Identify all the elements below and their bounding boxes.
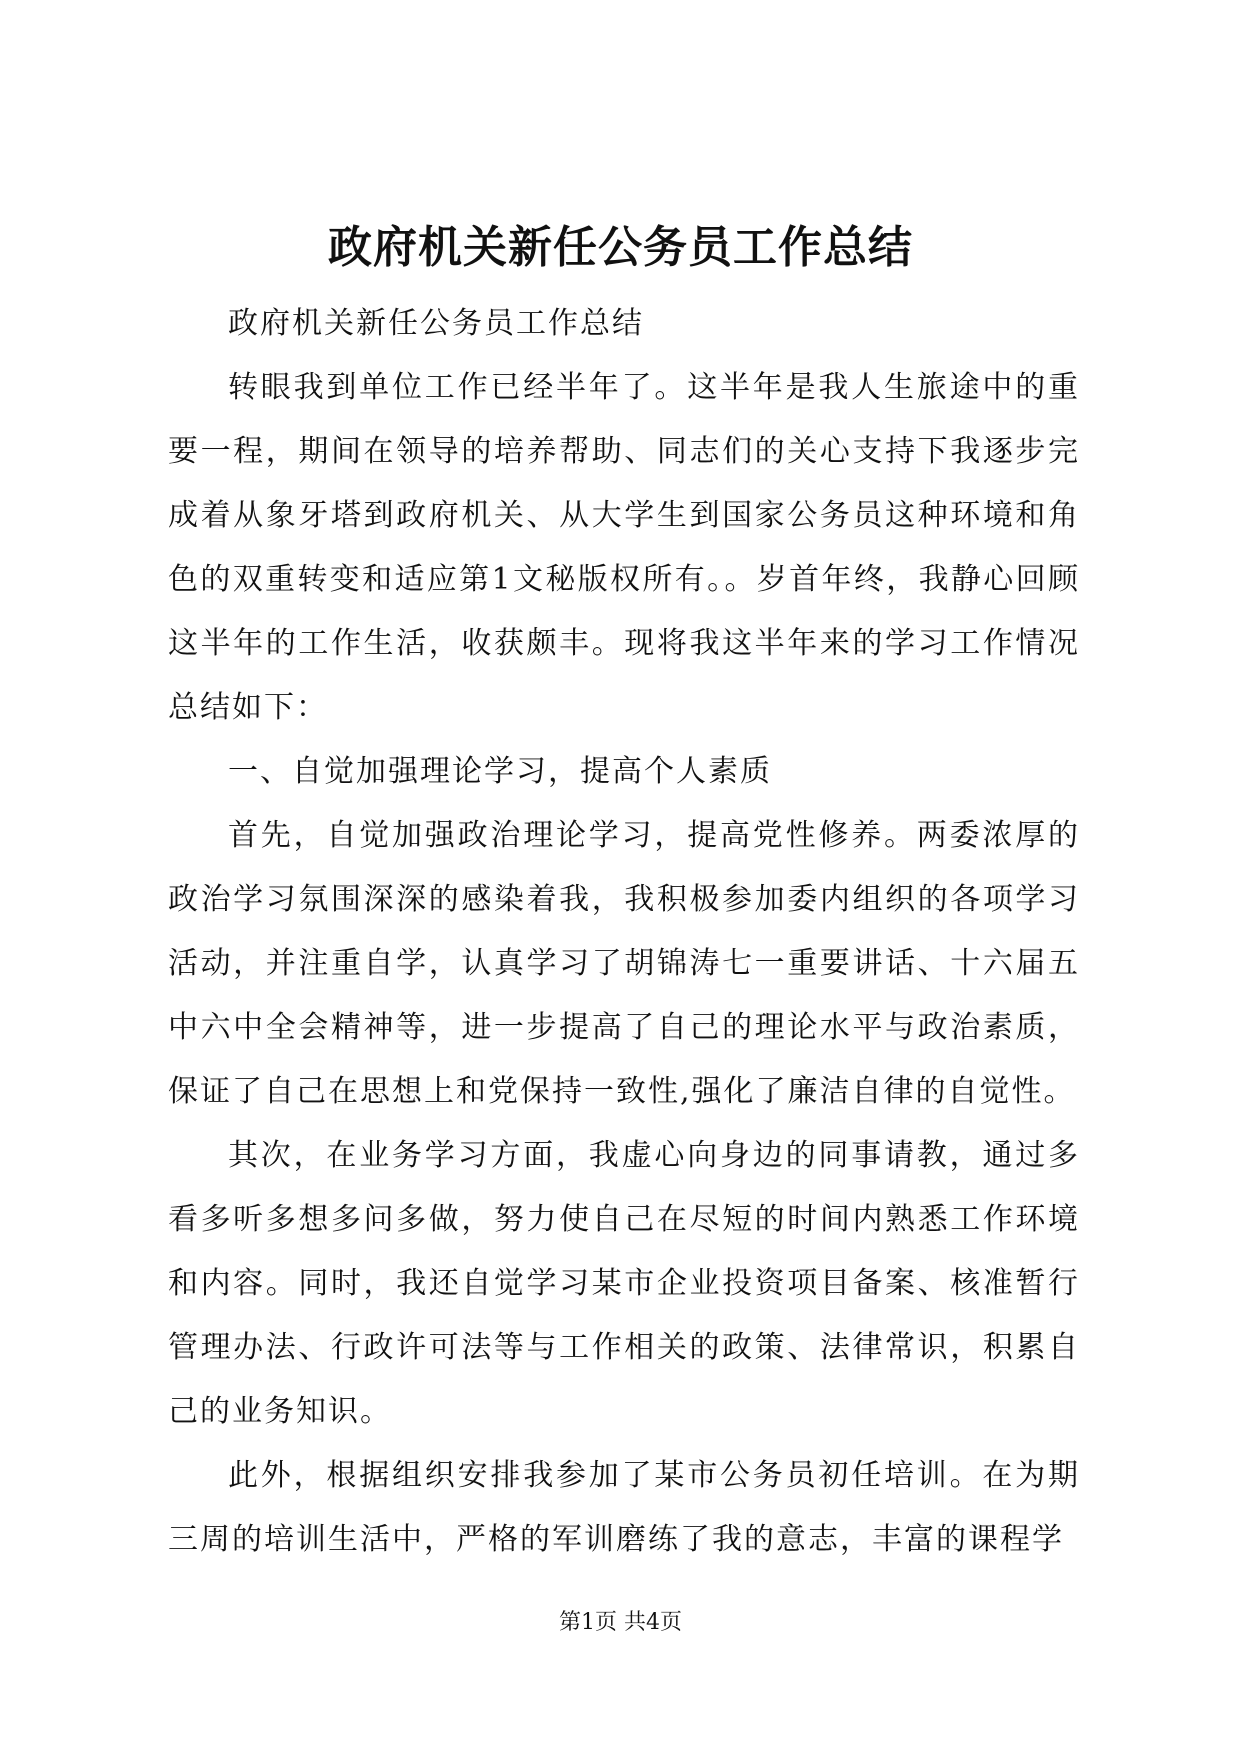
page-footer: 第1页 共4页 xyxy=(559,1610,682,1635)
paragraph-intro: 转眼我到单位工作已经半年了。这半年是我人生旅途中的重要一程，期间在领导的培养帮助、同志们的关心支持下我逐步完成着从象牙塔到政府机关、从大学生到国家公务员这种环境和角色的双重转变和适应第1文秘版权所有。。岁首年终，我静心回顾这半年的工作生活，收获颇丰。现将我这半年来的学习工作情况总结如下： xyxy=(168,370,1080,725)
section-heading-1: 一、自觉加强理论学习，提高个人素质 xyxy=(228,754,772,789)
document-title: 政府机关新任公务员工作总结 xyxy=(328,222,913,273)
paragraph-training: 此外，根据组织安排我参加了某市公务员初任培训。在为期三周的培训生活中，严格的军训磨练了我的意志，丰富的课程学 xyxy=(168,1458,1080,1557)
document-body xyxy=(168,292,1080,1572)
paragraph-business-study: 其次，在业务学习方面，我虚心向身边的同事请教，通过多看多听多想多问多做，努力使自己在尽短的时间内熟悉工作环境和内容。同时，我还自觉学习某市企业投资项目备案、核准暂行管理办法、行政许可法等与工作相关的政策、法律常识，积累自己的业务知识。 xyxy=(168,1138,1080,1429)
paragraph-subtitle: 政府机关新任公务员工作总结 xyxy=(228,306,644,341)
paragraph-political-study: 首先，自觉加强政治理论学习，提高党性修养。两委浓厚的政治学习氛围深深的感染着我，我积极参加委内组织的各项学习活动，并注重自学，认真学习了胡锦涛七一重要讲话、十六届五中六中全会精神等，进一步提高了自己的理论水平与政治素质，保证了自己在思想上和党保持一致性,强化了廉洁自律的自觉性。 xyxy=(168,818,1080,1109)
